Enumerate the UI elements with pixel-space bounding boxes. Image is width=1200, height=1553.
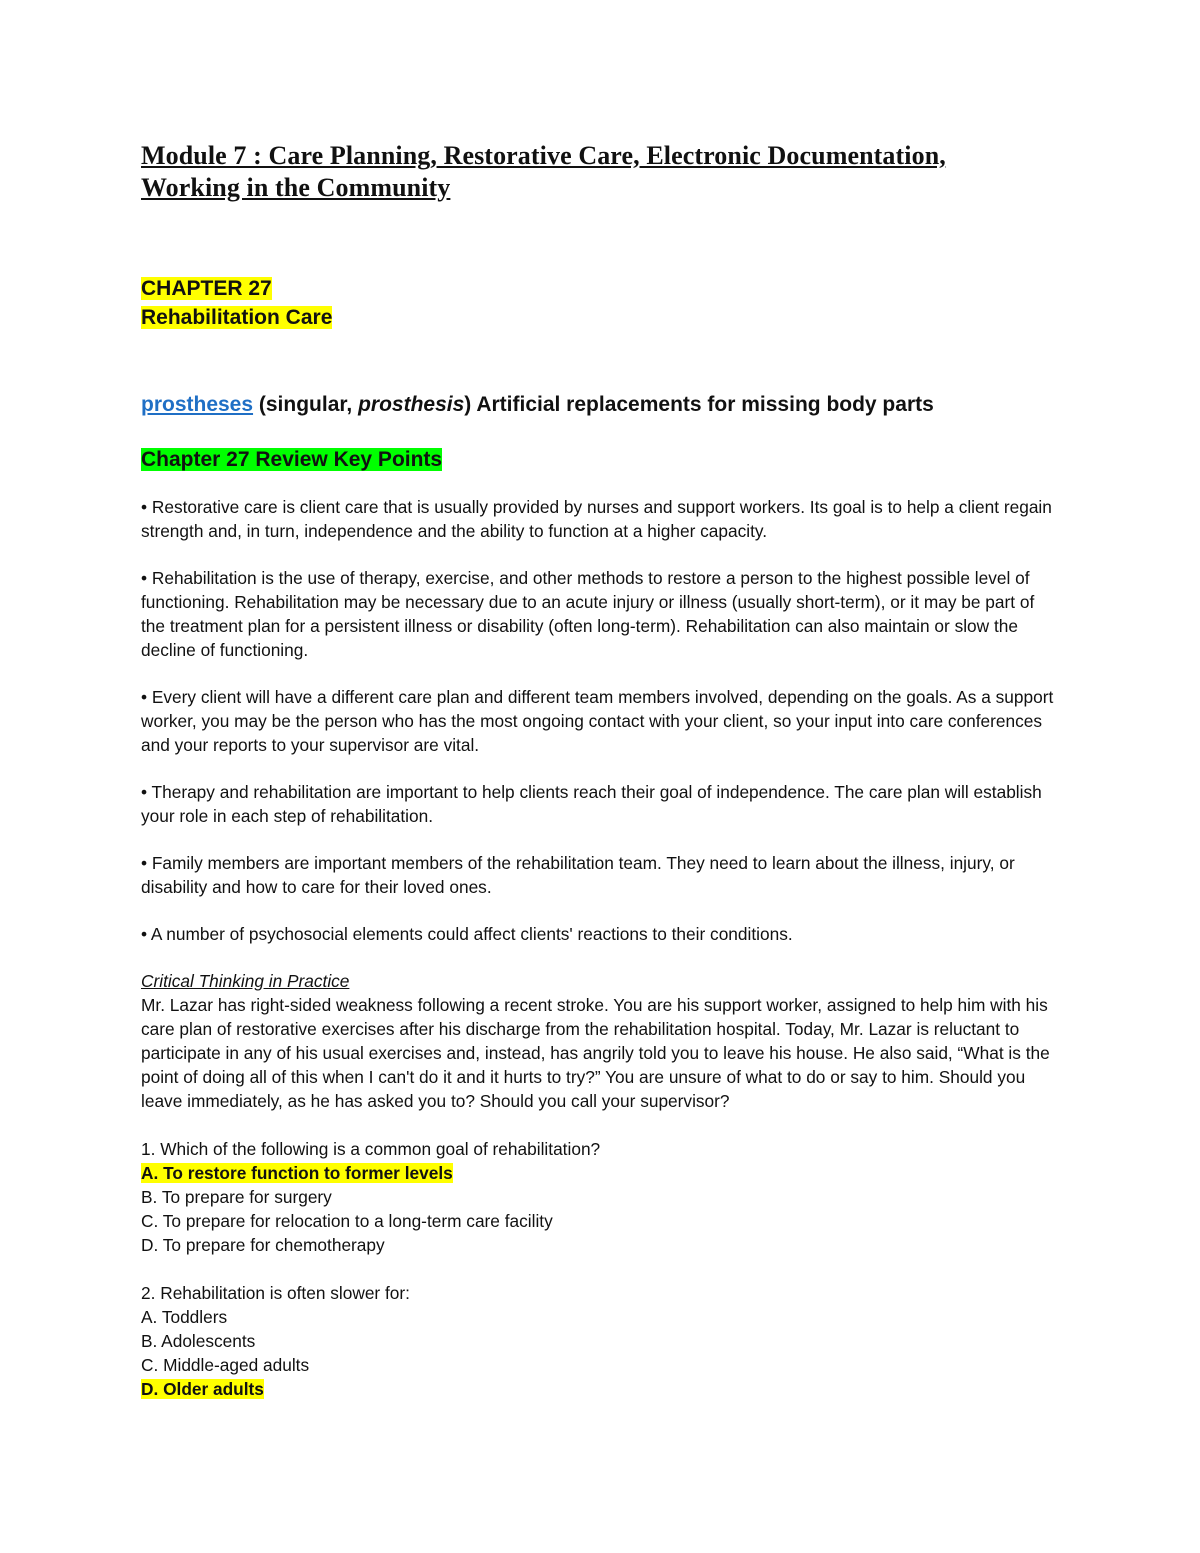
term-paren-open: (singular, [253, 393, 359, 416]
option-correct [141, 1161, 1061, 1185]
term-link-prostheses[interactable]: prostheses [141, 393, 254, 416]
chapter-heading [141, 274, 1061, 332]
question-2 [141, 1281, 1061, 1401]
option-b: B. Adolescents [141, 1331, 256, 1351]
option-d-text: D. Older adults [141, 1379, 264, 1399]
term-singular: prosthesis [358, 393, 465, 416]
key-point: • Family members are important members of the rehabilitation team. They need to learn about the illness, injury, or disability and how to care for their loved ones. [141, 853, 1015, 897]
key-point: • Therapy and rehabilitation are important to help clients reach their goal of independence. The care plan will establish your role in each step of rehabilitation. [141, 782, 1042, 826]
review-heading-text: Chapter 27 Review Key Points [141, 448, 443, 471]
module-title [141, 140, 1061, 204]
key-points-list [141, 495, 1061, 946]
key-point: • Rehabilitation is the use of therapy, exercise, and other methods to restore a person to the highest possible level of functioning. Rehabilitation may be necessary due to an acute injury or illness (usually short-term), or it may be part of the treatment plan for a persistent illness or disability (often long-term). Rehabilitation can also maintain or slow the decline of functioning. [141, 568, 1035, 660]
critical-thinking-text: Mr. Lazar has right-sided weakness following a recent stroke. You are his support worker, assigned to help him with his care plan of restorative exercises after his discharge from the rehabilitation hospital. Today, Mr. Lazar is reluctant to participate in any of his usual exercises and, instead, has angrily told you to leave his house. He also said, “What is the point of doing all of this when I can't do it and it hurts to try?” You are unsure of what to do or say to him. Should you leave immediately, as he has asked you to? Should you call your supervisor? [141, 995, 1050, 1111]
critical-thinking-section [141, 969, 1061, 1113]
document-page [141, 140, 1061, 1401]
question-prompt: 1. Which of the following is a common goal of rehabilitation? [141, 1139, 601, 1159]
option-correct [141, 1377, 1061, 1401]
option-a: A. Toddlers [141, 1307, 228, 1327]
glossary-term [141, 391, 1061, 419]
option-c: C. To prepare for relocation to a long-term care facility [141, 1211, 553, 1231]
key-point: • Every client will have a different care plan and different team members involved, depending on the goals. As a support worker, you may be the person who has the most ongoing contact with your client, so your input into care conferences and your reports to your supervisor are vital. [141, 687, 1054, 755]
chapter-name: Rehabilitation Care [141, 306, 333, 329]
option-b: B. To prepare for surgery [141, 1187, 332, 1207]
key-point: • Restorative care is client care that is usually provided by nurses and support workers. Its goal is to help a client regain strength and, in turn, independence and the ability to function at a higher capacity. [141, 497, 1052, 541]
module-title-line2: Working in the Community [141, 173, 451, 202]
review-heading [141, 445, 1061, 475]
key-point: • A number of psychosocial elements could affect clients' reactions to their conditions. [141, 924, 793, 944]
option-c: C. Middle-aged adults [141, 1355, 310, 1375]
term-definition: ) Artificial replacements for missing body parts [464, 393, 934, 416]
question-prompt: 2. Rehabilitation is often slower for: [141, 1283, 410, 1303]
chapter-number: CHAPTER 27 [141, 277, 272, 300]
question-1 [141, 1137, 1061, 1257]
option-d: D. To prepare for chemotherapy [141, 1235, 385, 1255]
option-a-text: A. To restore function to former levels [141, 1163, 453, 1183]
module-title-line1: Module 7 : Care Planning, Restorative Care, Electronic Documentation, [141, 141, 946, 170]
critical-thinking-title: Critical Thinking in Practice [141, 971, 350, 991]
